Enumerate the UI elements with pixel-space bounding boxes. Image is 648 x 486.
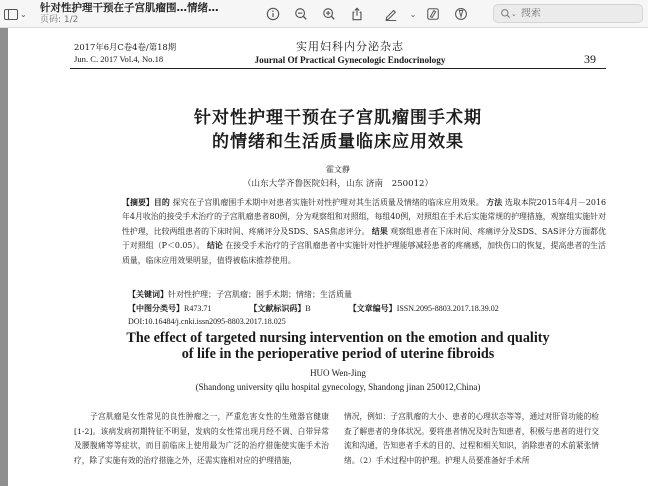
rotate-icon <box>454 7 468 21</box>
toolbar-actions <box>262 3 478 25</box>
clc-value: R473.71 <box>184 304 212 313</box>
body-column-left: 子宫肌瘤是女性常见的良性肿瘤之一，严重危害女性的生殖器官健康[1-2]。该病发病初期特征不明显，发病的女性常出现月经不调、白带异常及腰腹痛等等症状，而目前临床上使用最为广泛的治疗措施使实施手术治疗，除了实施有效的治疗措施之外，还需实施相对应的护理措施， <box>74 412 329 465</box>
title-cn-line1: 针对性护理干预在子宫肌瘤围手术期 <box>194 108 482 128</box>
issue-cn: 2017年6月C卷4卷/第18期 <box>74 42 177 52</box>
highlight-button[interactable] <box>422 3 444 25</box>
abstract-purpose: 探究在子宫肌瘤围手术期中对患者实施针对性护理对其生活质量及情绪的临床应用效果。 <box>172 198 484 207</box>
abstract-cn <box>122 196 606 268</box>
share-icon <box>350 7 364 21</box>
article-no-label: 【文章编号】 <box>348 304 397 313</box>
title-cn-line2: 的情绪和生活质量临床应用效果 <box>212 132 464 152</box>
doi: DOI:10.16484/j.cnki.issn2095-8803.2017.18.025 <box>128 317 286 326</box>
search-input[interactable] <box>521 8 611 19</box>
markup-button[interactable] <box>380 3 402 25</box>
chevron-down-icon: ⌄ <box>511 9 517 18</box>
purpose-label: 目的 <box>153 198 170 207</box>
author-cn: 霍文静 <box>326 165 350 174</box>
viewer-toolbar <box>0 0 648 28</box>
info-icon <box>266 7 280 21</box>
document-title-block <box>40 2 240 26</box>
page-shadow-edge <box>0 28 8 486</box>
body-column-right: 情况，例如：子宫肌瘤的大小、患者的心理状态等等，通过对肝肾功能的检查了解患者的身体状况。要将患者情况及时告知患者，积极与患者的进行交流和沟通，告知患者手术的目的、过程和相关知识，消除患者的术前紧张情绪。（2）手术过程中的护理。护理人员要准备好手术所 <box>344 412 599 465</box>
keywords: 针对性护理；子宫肌瘤；围手术期；情绪；生活质量 <box>168 290 352 299</box>
markup-pen-icon <box>384 7 398 21</box>
journal-name <box>230 38 470 67</box>
search-icon <box>500 8 511 19</box>
journal-name-cn: 实用妇科内分泌杂志 <box>296 40 404 53</box>
markup-menu-chevron[interactable] <box>408 3 418 25</box>
issue-en: Jun. C. 2017 Vol.4, No.18 <box>74 54 164 64</box>
abstract-result: 观察组患者在下床时间、疼痛评分及SDS、SAS评分方面都优于对照组（P＜0.05）。 <box>122 226 606 251</box>
keywords-line <box>128 289 356 300</box>
zoom-out-icon <box>294 7 308 21</box>
rotate-button[interactable] <box>450 3 472 25</box>
zoom-in-button[interactable] <box>318 3 340 25</box>
document-viewer[interactable] <box>0 28 648 486</box>
article-title-cn <box>70 106 606 154</box>
classification-line <box>128 303 503 314</box>
abstract-method: 选取本院2015年4月－2016年4月收治的接受手术治疗的子宫肌瘤患者80例，分为观察组和对照组，每组40例，对照组在手术后实施常规的护理措施，观察组实施针对性护理，比较两组患者的下床时间、疼痛评分及SDS、SAS焦虑评分。 <box>122 198 606 236</box>
zoom-out-button[interactable] <box>290 3 312 25</box>
header-rule <box>70 68 606 69</box>
abstract-conclusion: 在接受手术治疗的子宫肌瘤患者中实施针对性护理能够减轻患者的疼痛感，加快伤口的恢复，提高患者的生活质量，临床应用效果明显，值得被临床推荐使用。 <box>122 241 606 265</box>
author-en: HUO Wen-Jing <box>310 368 366 378</box>
abstract-label: 【摘要】 <box>122 198 154 207</box>
share-button[interactable] <box>346 3 368 25</box>
sidebar-toggle-button[interactable] <box>4 5 34 23</box>
page-indicator: 页码: 1/2 <box>40 15 79 25</box>
doc-code-label: 【文献标识码】 <box>249 304 306 313</box>
title-en-line2: of life in the perioperative period of uterine fibroids <box>181 346 495 362</box>
affiliation-en: (Shandong university qilu hospital gynecology, Shandong jinan 250012,China) <box>195 382 481 392</box>
chevron-down-icon: ⌄ <box>409 9 417 19</box>
affiliation-cn: （山东大学齐鲁医院妇科，山东 济南 250012） <box>242 179 434 189</box>
page-number: 39 <box>584 52 596 66</box>
keywords-label: 【关键词】 <box>128 290 168 299</box>
journal-name-en: Journal Of Practical Gynecologic Endocrinology <box>254 55 446 65</box>
document-title: 针对性护理干预在子宫肌瘤围…情绪… <box>40 2 219 14</box>
issue-info <box>74 41 176 65</box>
conclusion-label: 结论 <box>206 241 223 251</box>
article-title-en <box>98 330 578 362</box>
method-label: 方法 <box>486 198 503 207</box>
zoom-in-icon <box>322 7 336 21</box>
article-no-value: ISSN.2095-8803.2017.18.39.02 <box>396 304 499 313</box>
doc-code-value: B <box>305 304 311 313</box>
title-en-line1: The effect of targeted nursing intervention on the emotion and quality <box>126 330 550 346</box>
result-label: 结果 <box>371 226 388 236</box>
highlight-icon <box>426 7 440 21</box>
chevron-down-icon: ⌄ <box>20 9 27 19</box>
clc-label: 【中图分类号】 <box>128 304 184 313</box>
info-button[interactable] <box>262 3 284 25</box>
search-field[interactable] <box>493 4 643 23</box>
pdf-page <box>8 28 648 486</box>
sidebar-icon <box>4 9 18 20</box>
